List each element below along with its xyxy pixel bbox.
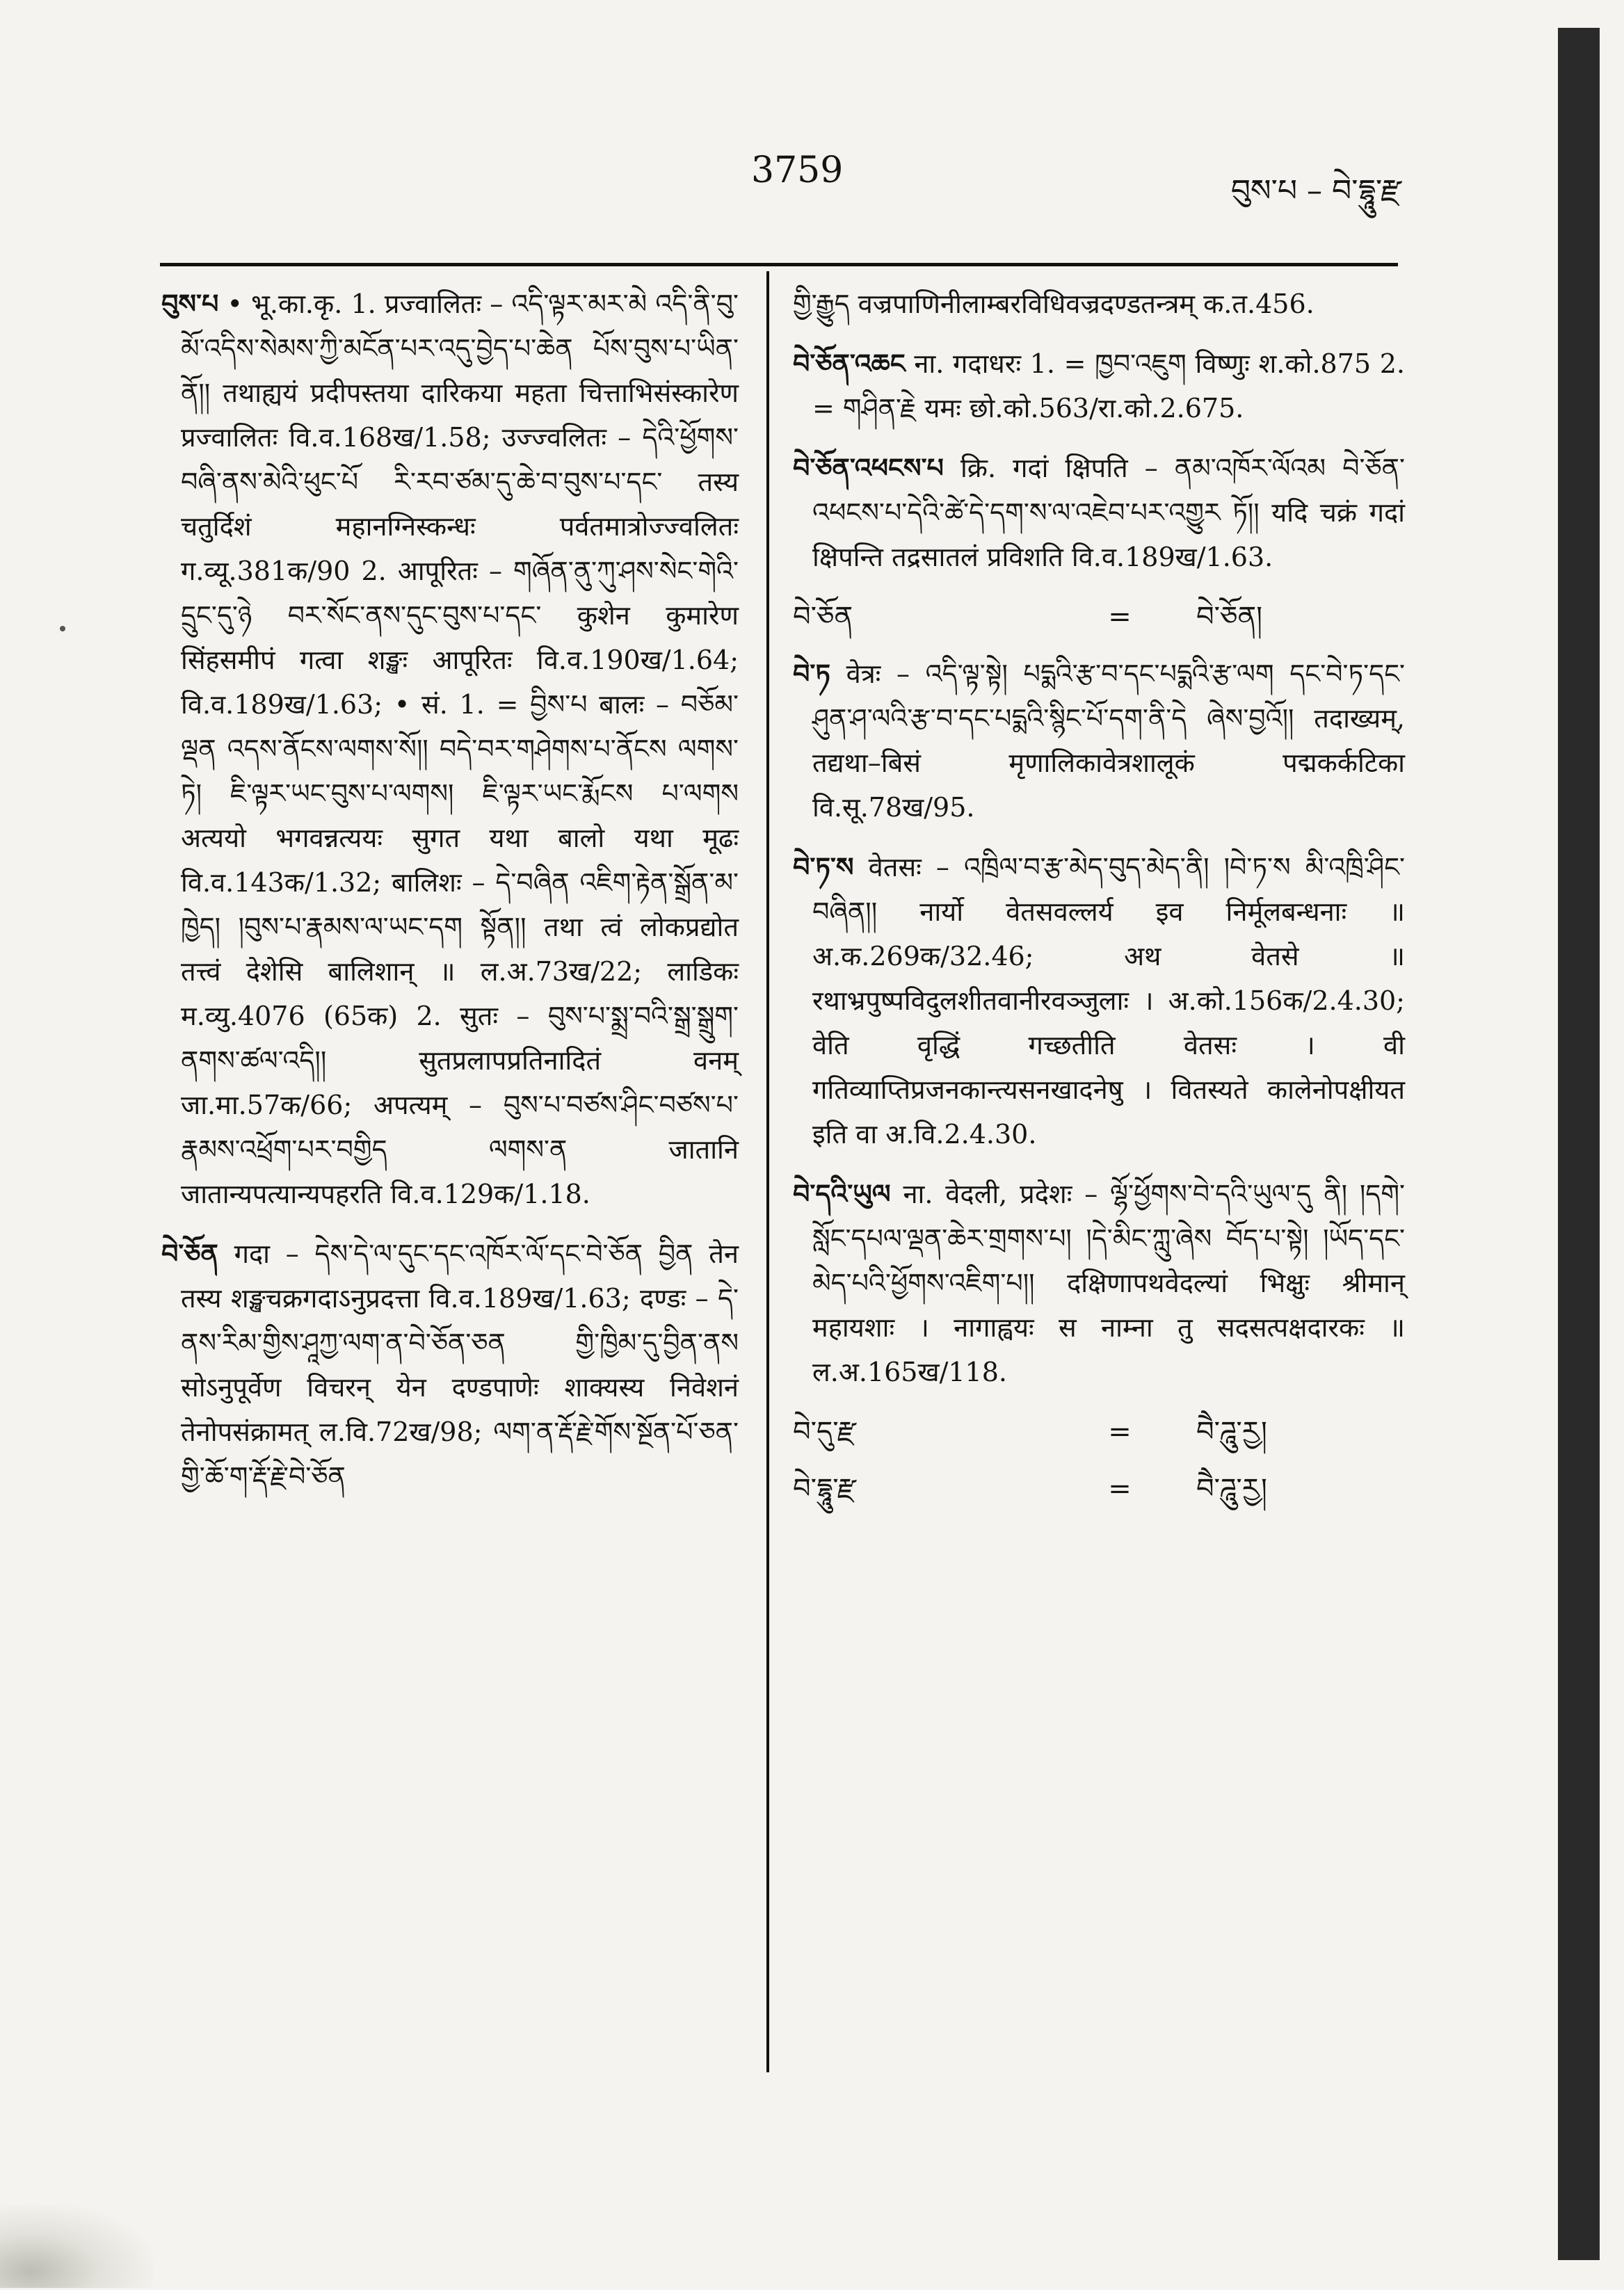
dictionary-entry-continued — [793, 282, 1405, 326]
header-rule — [160, 263, 1398, 266]
equivalence-headword: བེ་དུ་རྫ — [793, 1416, 856, 1448]
entry-headword: བེ་དའི་ཡུལ — [793, 1178, 891, 1209]
entry-headword: བེ་ཅོན་འཕངས་པ — [793, 452, 944, 483]
entry-definition: • भू.का.कृ. 1. प्रज्वालितः – འདི་ལྟར་མར་མེ འདི་ནི་བུ་མོ་འདིས་སེམས་ཀྱི་མངོན་པར་འདུ་བྱེད་པ་ཆེན པོས་བུས་པ་ཡིན་ནོ།། तथाह्ययं प्रदीपस्तया दारिकया महता चित्ताभिसंस्कारेण प्रज्वालितः वि.व.168ख/1.58; उज्ज्वलितः – དེའི་ཕྱོགས་བཞི་ནས་མེའི་ཕུང་པོ རི་རབ་ཙམ་དུ་ཆེ་བ་བུས་པ་དང་ तस्य चतुर्दिशं महानग्निस्कन्धः पर्वतमात्रोज्ज्वलितः ग.व्यू.381क/90 2. आपूरितः – གཞོན་ནུ་ཀུ་ཤས་སེང་གེའི་དྲུང་དུ་ཉེ བར་སོང་ནས་དུང་བུས་པ་དང་ कुशेन कुमारेण सिंहसमीपं गत्वा शङ्खः आपूरितः वि.व.190ख/1.64; वि.व.189ख/1.63; • सं. 1. = བྱིས་པ बालः – བཅོམ་ལྡན འདས་ནོངས་ལགས་སོ།། བདེ་བར་གཤེགས་པ་ནོངས ལགས་ཏེ། ཇི་ལྟར་ཡང་བུས་པ་ལགས། ཇི་ལྟར་ཡང་རྨོངས པ་ལགས अत्ययो भगवन्नत्ययः सुगत यथा बालो यथा मूढः वि.व.143क/1.32; बालिशः – དེ་བཞིན འཇིག་རྟེན་སྒྲོན་མ་ཁྱེད། །བུས་པ་རྣམས་ལ་ཡང་དག སྟོན།། तथा त्वं लोकप्रद्योत तत्त्वं देशेसि बालिशान् ॥ ल.अ.73ख/22; लाडिकः म.व्यु.4076 (65क) 2. सुतः – བུས་པ་སྨྲ་བའི་སྒྲ་སྒྲུག་ནགས་ཚལ་འདི།། सुतप्रलापप्रतिनादितं वनम् जा.मा.57क/66; अपत्यम् – བུས་པ་བཙས་ཤིང་བཙས་པ་རྣམས་འཕྲོག་པར་བགྱིད ལགས་ན जातानि जातान्यपत्यान्यपहरति वि.व.129क/1.18. — [181, 289, 739, 1209]
entry-definition: གྱི་རྒྱུད वज्रपाणिनीलाम्बरविधिवज्रदण्डतन्त्रम् क.त.456. — [793, 289, 1315, 319]
equivalence-target: བཻ་ཌཱུ་རྱ། — [1196, 1473, 1267, 1505]
right-column — [793, 282, 1405, 1524]
entry-definition: ना. गदाधरः 1. = ཁྱབ་འཇུག विष्णुः श.को.875 2. = གཤིན་རྗེ यमः छो.को.563/रा.को.2.675. — [812, 348, 1405, 424]
left-column — [161, 282, 739, 1514]
equivalence-headword: བེ་དྷཱུ་རྫ — [793, 1473, 856, 1505]
dictionary-entry — [161, 282, 739, 1216]
entry-definition: वेतसः – འཁྲིལ་བ་རྩ་མེད་བུད་མེད་ནི། །བེ་ཏ་ས མི་འཁྲི་ཤིང་བཞིན།། नार्यो वेतसवल्लर्य इव निर्मूलबन्धनाः ॥ अ.क.269क/32.46; अथ वेतसे ॥ रथाभ्रपुष्पविदुलशीतवानीरवञ्जुलाः । अ.को.156क/2.4.30; वेति वृद्धिं गच्छतीति वेतसः । वी गतिव्याप्तिप्रजनकान्त्यसनखादनेषु । वितस्यते कालेनोपक्षीयत इति वा अ.वि.2.4.30. — [812, 852, 1405, 1150]
header-range: བུས་པ – བེ་དྷཱུ་རྫ — [1230, 173, 1401, 209]
equals-sign: = — [1108, 1473, 1132, 1505]
column-divider — [766, 271, 769, 2072]
entry-headword: བེ་ཏ — [793, 658, 830, 689]
equivalence-target: བཻ་ཌཱུ་རྱ། — [1196, 1416, 1267, 1448]
entry-definition: गदा – དེས་དེ་ལ་དུང་དང་འཁོར་ལོ་དང་བེ་ཅོན བྱིན तेन तस्य शङ्खचक्रगदाऽनुप्रदत्ता वि.व.189ख/1.63; दण्डः – དེ་ནས་རིམ་གྱིས་ཤཱཀྱ་ལག་ན་བེ་ཅོན་ཅན གྱི་ཁྱིམ་དུ་བྱིན་ནས सोऽनुपूर्वेण विचरन् येन दण्डपाणेः शाक्यस्य निवेशनं तेनोपसंक्रामत् ल.वि.72ख/98; ལག་ན་རྡོ་རྗེ་གོས་སྔོན་པོ་ཅན་གྱི་ཆོ་ག་རྡོ་རྗེ་བེ་ཅོན — [181, 1239, 739, 1492]
scan-speck — [60, 626, 65, 631]
entry-headword: བེ་ཏ་ས — [793, 851, 854, 882]
entry-definition: ना. वेदली, प्रदेशः – ལྷོ་ཕྱོགས་བེ་དའི་ཡུལ་དུ ནི། །དགེ་སློང་དཔལ་ལྡན་ཆེར་གྲགས་པ། །དེ་མིང་ཀླུ་ཞེས བོད་པ་སྟེ། །ཡོད་དང་མེད་པའི་ཕྱོགས་འཇིག་པ།། दक्षिणापथवेदल्यां भिक्षुः श्रीमान् महायशाः । नागाह्वयः स नाम्ना तु सदसत्पक्षदारकः ॥ ल.अ.165ख/118. — [812, 1179, 1405, 1387]
equivalence-headword: བེ་ཅོན — [793, 601, 853, 633]
equivalence-row — [793, 595, 1405, 639]
equals-sign: = — [1108, 1416, 1132, 1448]
entry-headword: བེ་ཅོན — [161, 1238, 218, 1269]
entry-definition: क्रि. गदां क्षिपति – ནམ་འཁོར་ལོའམ བེ་ཅོན་འཕངས་པ་དེའི་ཚེ་དེ་དག་ས་ལ་འཇེབ་པར་འགྱུར ཏོ།། यदि चक्रं गदां क्षिपन्ति तद्रसातलं प्रविशति वि.व.189ख/1.63. — [812, 453, 1405, 572]
equivalence-row — [793, 1410, 1405, 1454]
dictionary-entry — [793, 845, 1405, 1156]
page-number: 3759 — [751, 150, 844, 191]
dictionary-entry — [793, 446, 1405, 579]
equivalence-target: བེ་ཅོན། — [1196, 601, 1263, 633]
entry-headword: བུས་པ — [161, 288, 219, 319]
dictionary-entry — [793, 341, 1405, 430]
dictionary-entry — [793, 1172, 1405, 1394]
equivalence-row — [793, 1467, 1405, 1511]
equals-sign: = — [1108, 601, 1132, 633]
scan-edge-bar — [1558, 28, 1600, 2260]
entry-definition: वेत्रः – འདི་ལྟ་སྟེ། པདྨའི་རྩ་བ་དང་པདྨའི་རྩ་ལག དང་བེ་ཏ་དང་ཤུན་ཤ་ལའི་རྩ་བ་དང་པདྨའི་སྙིང་པོ་དག་ནི་དེ ཞེས་བྱའོ།། तदाख्यम्, तद्यथा–बिसं मृणालिकावेत्रशालूकं पद्मकर्कटिका वि.सू.78ख/95. — [812, 659, 1405, 823]
scan-smudge — [0, 2204, 153, 2288]
dictionary-entry — [161, 1232, 739, 1499]
dictionary-entry — [793, 652, 1405, 830]
entry-headword: བེ་ཅོན་འཆང — [793, 348, 906, 379]
